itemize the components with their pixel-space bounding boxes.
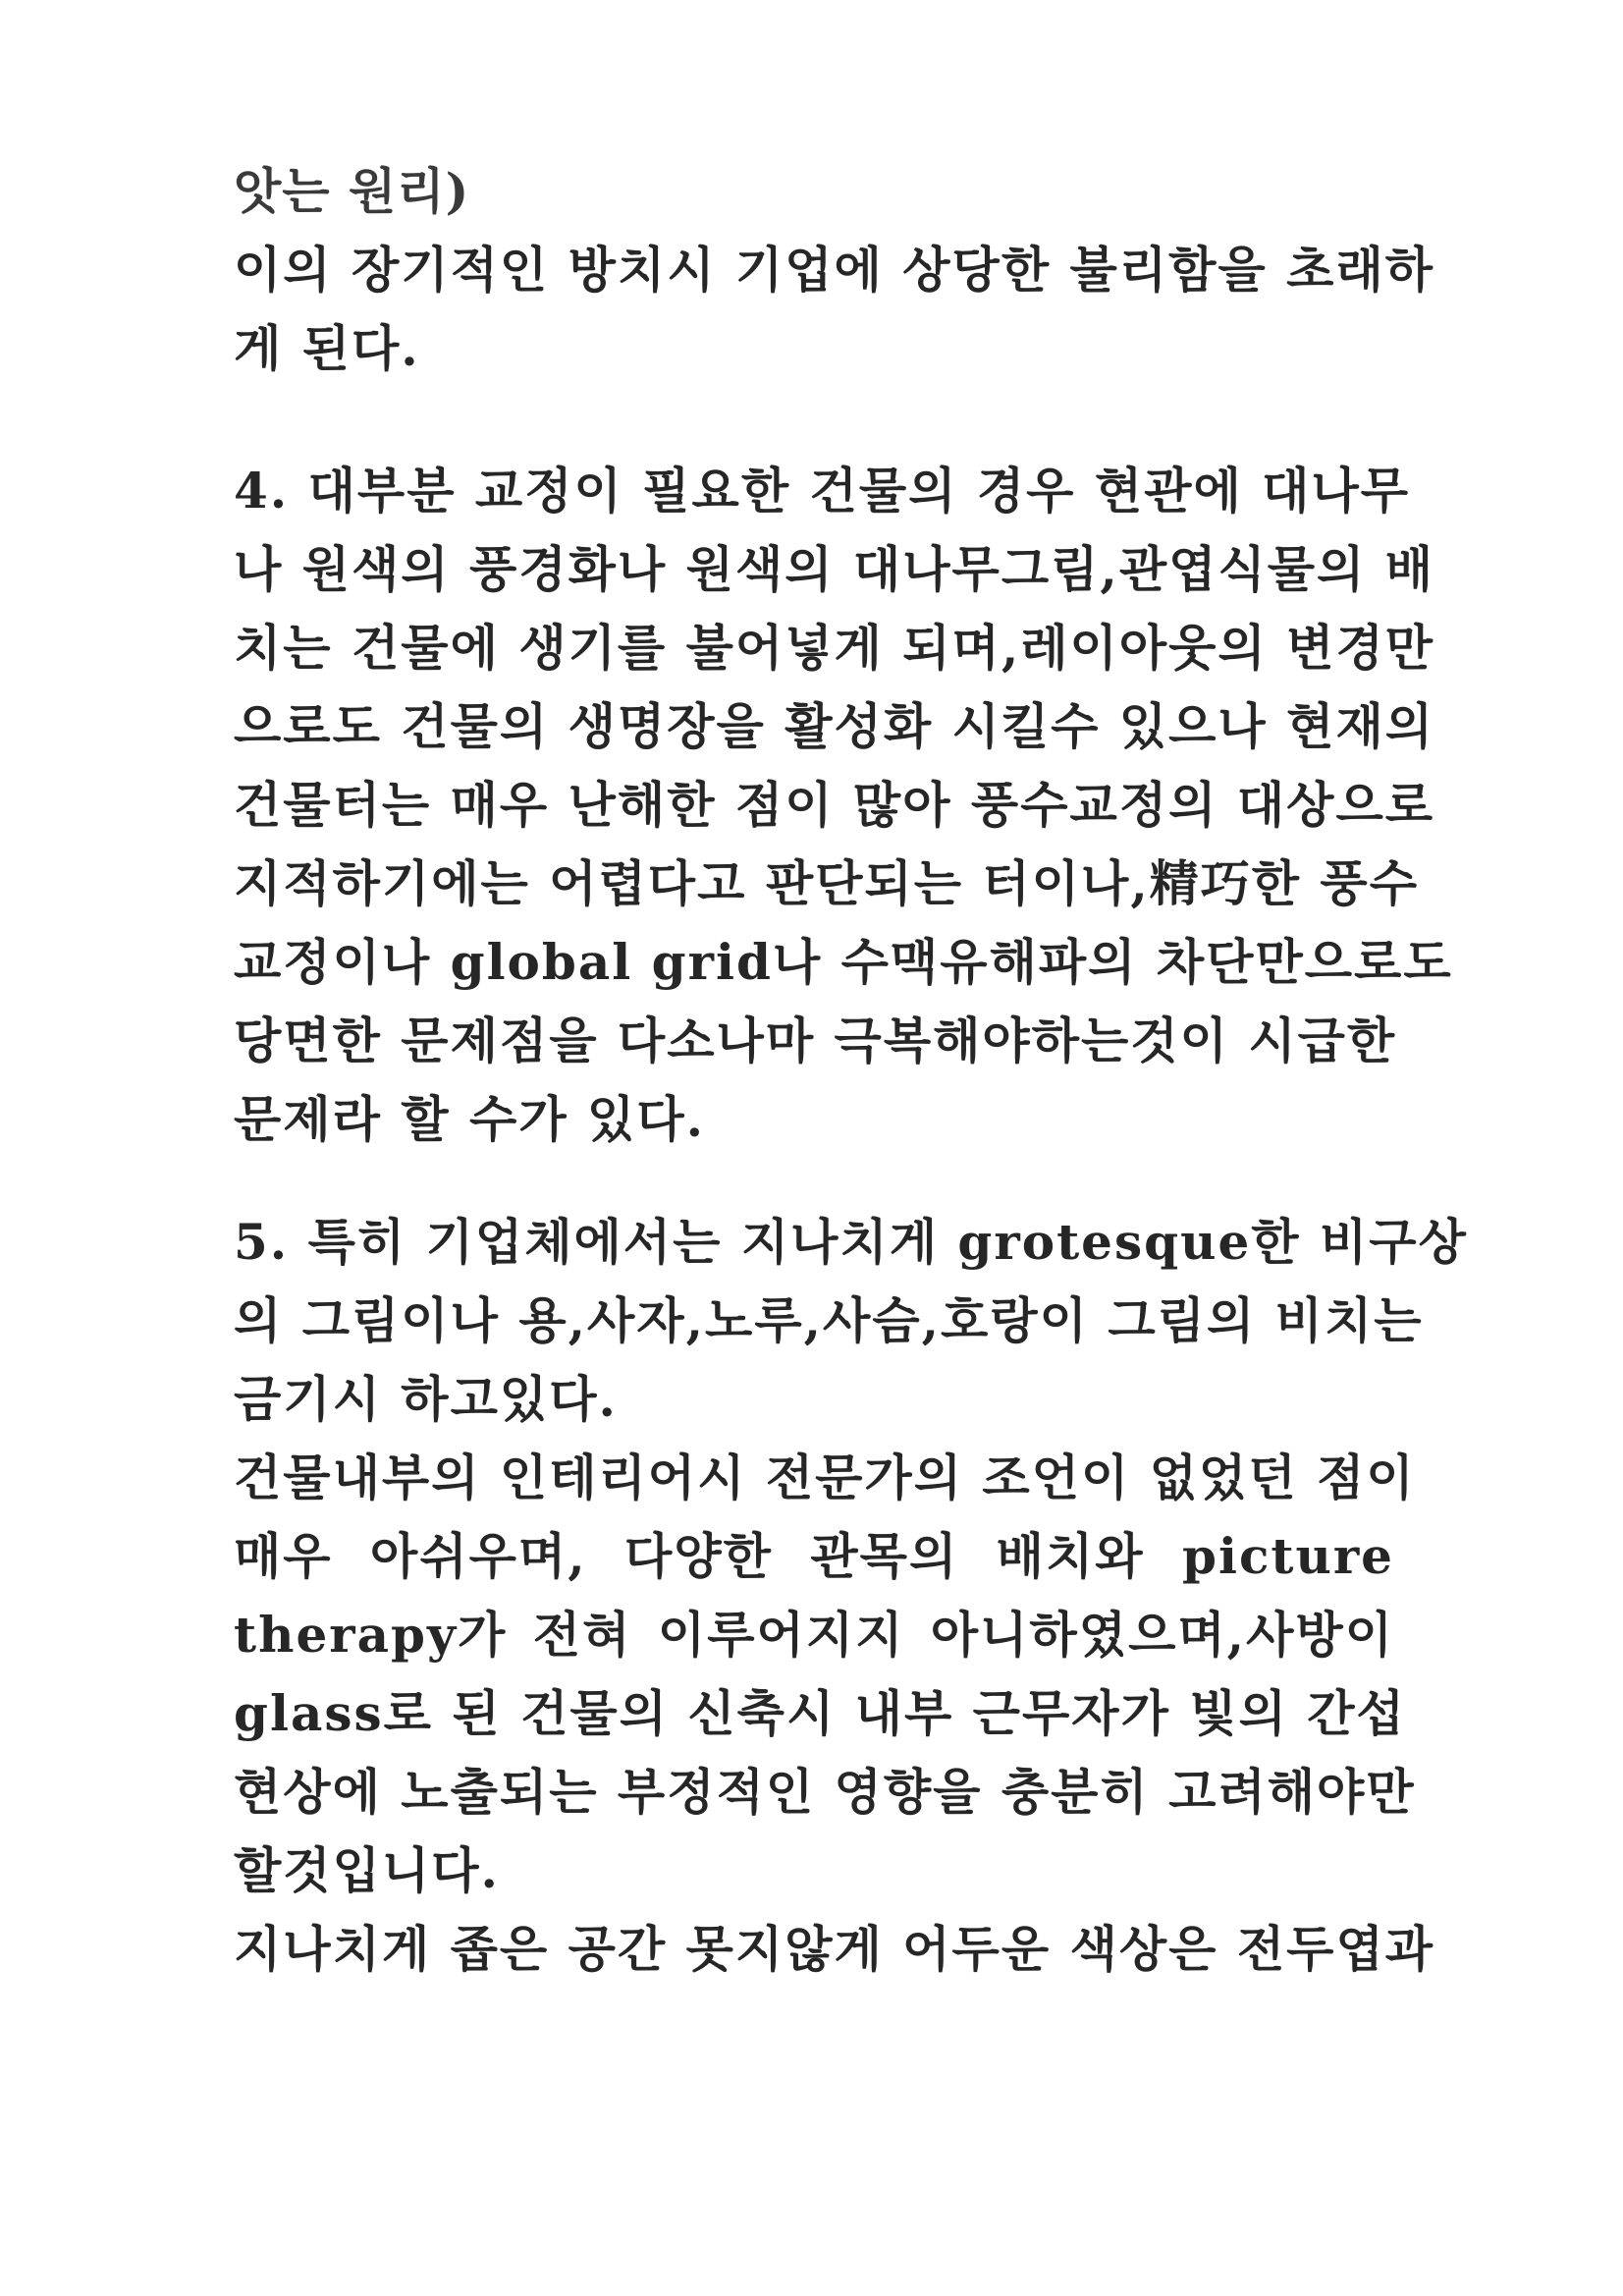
text-line: 할것입니다.	[234, 1841, 500, 1899]
text-line: 금기시 하고있다.	[234, 1370, 618, 1428]
text-line: 나 원색의 풍경화나 원색의 대나무그림,관엽식물의 배	[234, 540, 1435, 598]
text-line: 건물터는 매우 난해한 점이 많아 풍수교정의 대상으로	[234, 776, 1435, 834]
text-line: 4. 대부분 교정이 필요한 건물의 경우 현관에 대나무	[234, 462, 1411, 519]
text-line: 문제라 할 수가 있다.	[234, 1090, 706, 1148]
text-line: 매우 아쉬우며, 다양한 관목의 배치와 picture	[234, 1527, 1394, 1585]
text-line: 건물내부의 인테리어시 전문가의 조언이 없었던 점이	[234, 1449, 1416, 1506]
text-line: 지나치게 좁은 공간 못지않게 어두운 색상은 전두엽과	[234, 1920, 1435, 1978]
text-line: 앗는 원리)	[234, 162, 470, 220]
text-line: 지적하기에는 어렵다고 판단되는 터이나,精巧한 풍수	[234, 854, 1420, 912]
text-line: therapy가 전혀 이루어지지 아니하였으며,사방이	[234, 1606, 1394, 1664]
text-line: 5. 특히 기업체에서는 지나치게 grotesque한 비구상	[234, 1213, 1468, 1271]
text-line: 현상에 노출되는 부정적인 영향을 충분히 고려해야만	[234, 1763, 1416, 1821]
text-line: 으로도 건물의 생명장을 활성화 시킬수 있으나 현재의	[234, 697, 1435, 755]
text-line: 의 그림이나 용,사자,노루,사슴,호랑이 그림의 비치는	[234, 1291, 1424, 1349]
text-line: glass로 된 건물의 신축시 내부 근무자가 빛의 간섭	[234, 1684, 1406, 1742]
text-line: 게 된다.	[234, 319, 420, 377]
text-line: 이의 장기적인 방치시 기업에 상당한 불리함을 초래하	[234, 241, 1435, 299]
text-line: 교정이나 global grid나 수맥유해파의 차단만으로도	[234, 933, 1453, 991]
text-line: 치는 건물에 생기를 불어넣게 되며,레이아웃의 변경만	[234, 619, 1435, 677]
text-line: 당면한 문제점을 다소나마 극복해야하는것이 시급한	[234, 1011, 1397, 1069]
